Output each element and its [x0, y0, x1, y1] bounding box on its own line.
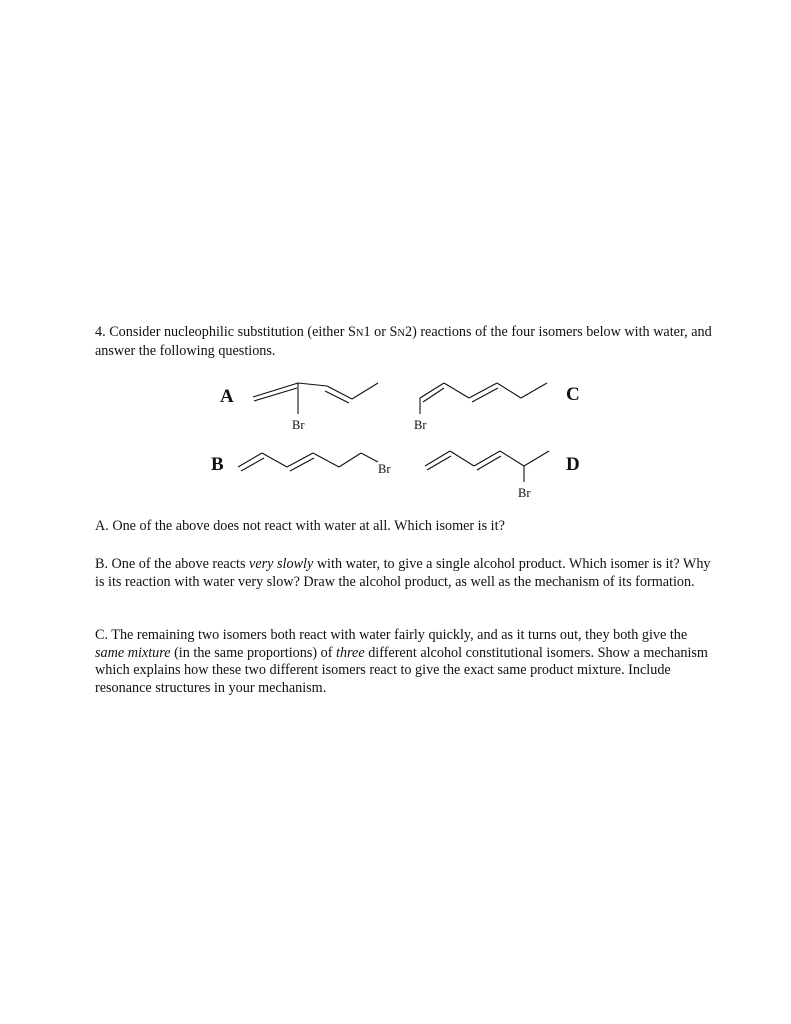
intro-text-2: 1 or S — [363, 324, 398, 340]
bond — [497, 383, 521, 398]
double-bond — [325, 391, 349, 403]
bromine-d: Br — [518, 486, 531, 500]
question-number: 4. — [95, 324, 106, 340]
intro-text-3: 2) reactions of the four isomers below with water, and answer the following questions. — [95, 324, 712, 359]
bromine-b: Br — [378, 462, 391, 476]
part-c-rest: different alcohol constitutional isomers. Show a mechanism which explains how these two different isomers react to give the exact same product mixture. Include resonance structures in your mechanism. — [95, 644, 708, 696]
bond — [500, 451, 524, 466]
double-bond — [477, 456, 501, 470]
molecule-b — [211, 453, 391, 476]
part-c-question — [95, 627, 715, 697]
bond — [313, 453, 339, 467]
bromine-c: Br — [414, 418, 427, 432]
intro-text-1: Consider nucleophilic substitution (either S — [109, 324, 356, 340]
part-c-mid: (in the same proportions) of — [170, 644, 337, 661]
part-b-rest: with water, to give a single alcohol product. Which isomer is it? Why is its reaction with water very slow? Draw the alcohol product, as well as the mechanism of its formation. — [95, 556, 711, 590]
label-a: A — [220, 386, 234, 407]
bond — [327, 386, 352, 399]
bond — [521, 383, 547, 398]
part-c-lead: C. The remaining two isomers both react with water fairly quickly, and as it turns out, they both give the — [95, 627, 688, 643]
bond — [450, 451, 474, 466]
molecule-a — [220, 383, 378, 432]
label-c: C — [566, 384, 580, 405]
sn1-subscript: N — [355, 328, 364, 339]
bromine-a: Br — [292, 418, 305, 432]
part-c-emphasis-1: same mixture — [95, 644, 171, 661]
part-c-emphasis-2: three — [336, 644, 365, 661]
bond — [352, 383, 378, 399]
bond — [238, 453, 262, 467]
bond — [262, 453, 287, 467]
molecule-c — [414, 383, 580, 432]
sn2-subscript: N — [397, 328, 405, 339]
bond — [339, 453, 361, 467]
label-b: B — [211, 454, 224, 475]
bond — [298, 383, 327, 386]
double-bond — [290, 458, 314, 471]
label-d: D — [566, 454, 580, 475]
double-bond — [472, 388, 498, 402]
part-a-question: A. One of the above does not react with water at all. Which isomer is it? — [95, 518, 505, 534]
bond — [444, 383, 469, 398]
double-bond — [241, 458, 264, 471]
part-b-lead: B. One of the above reacts — [95, 556, 250, 572]
part-b-emphasis: very slowly — [249, 556, 314, 572]
part-b-question — [95, 556, 715, 591]
c-br-bond — [361, 453, 378, 462]
bond — [524, 451, 549, 466]
molecule-d — [425, 451, 580, 500]
bond — [287, 453, 313, 467]
